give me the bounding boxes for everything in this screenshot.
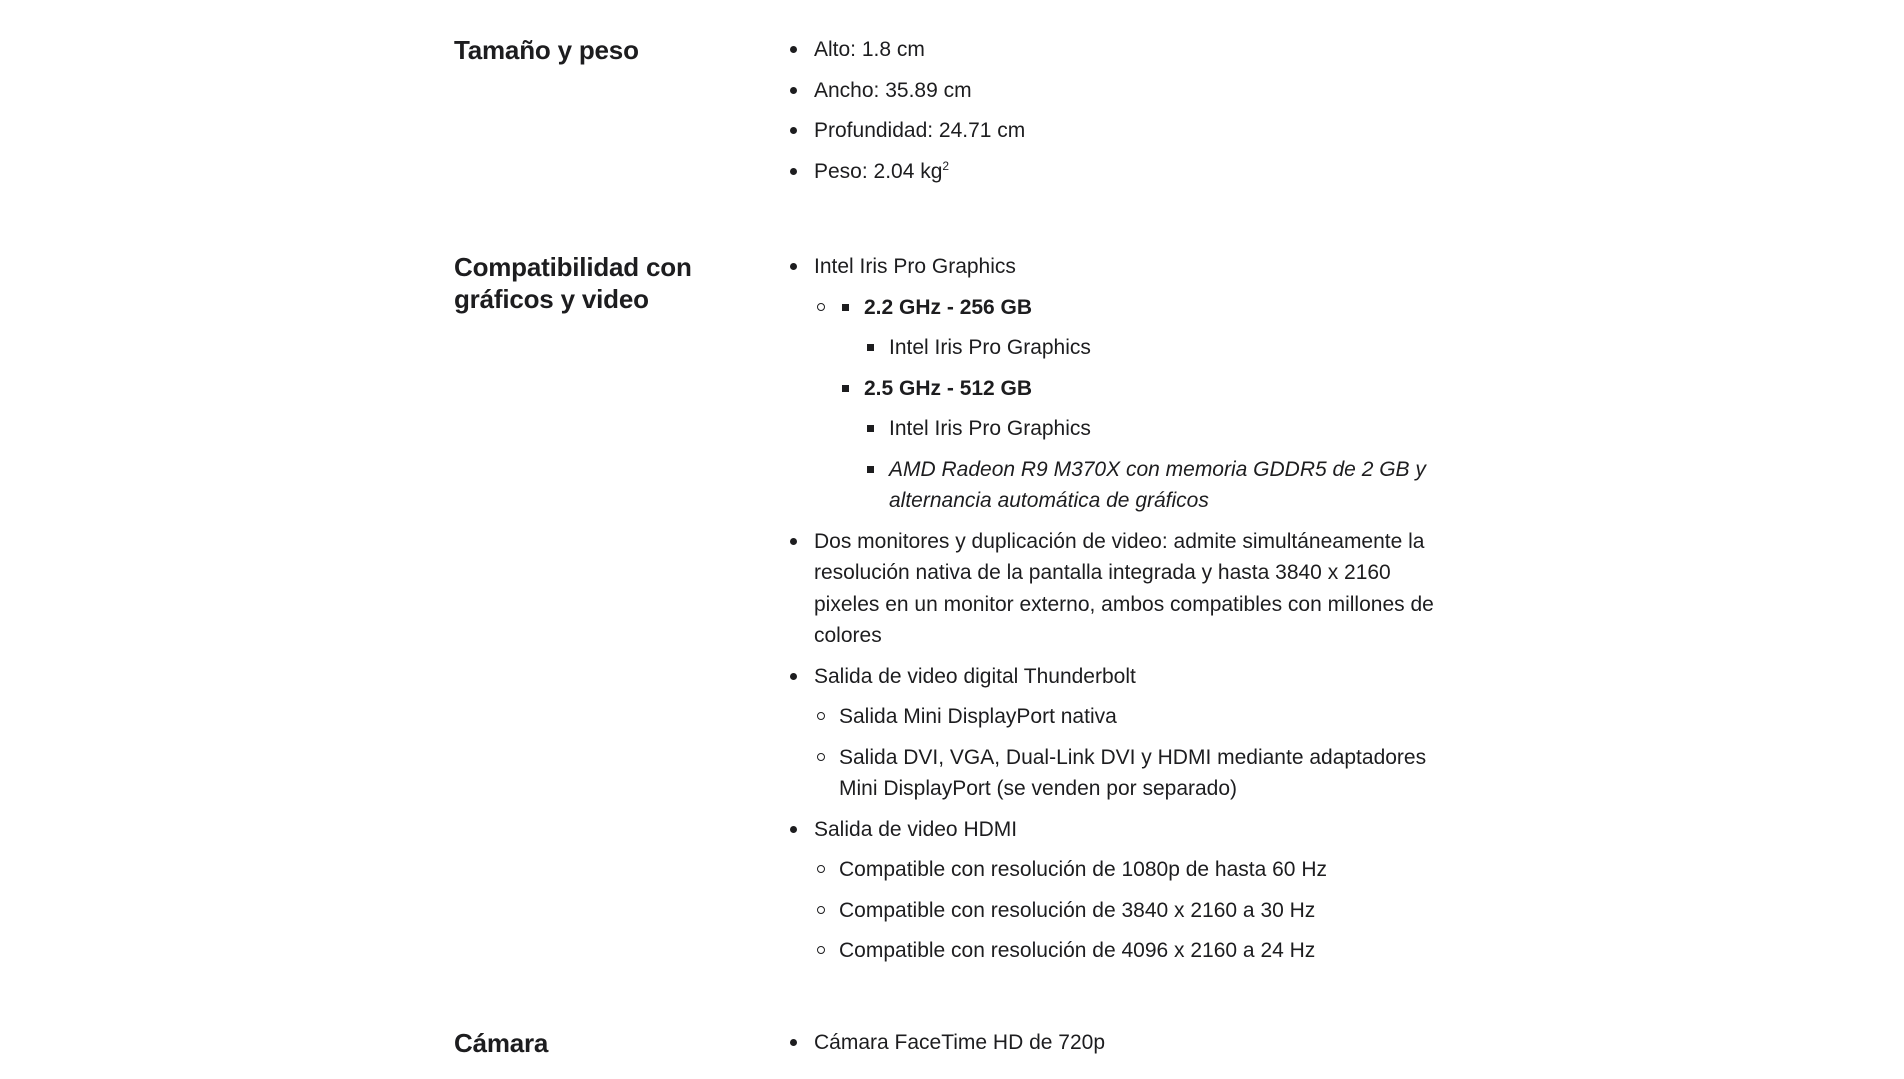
bullet-icon — [790, 127, 797, 134]
bullet-icon — [790, 1039, 797, 1046]
item-text: Compatible con resolución de 3840 x 2160 a 30 Hz — [839, 898, 1316, 922]
circle-bullet-icon — [817, 865, 825, 873]
list-item-facetime — [788, 1027, 1448, 1059]
item-text: Intel Iris Pro Graphics — [814, 255, 1016, 278]
circle-bullet-icon — [817, 753, 825, 761]
circle-bullet-icon — [817, 712, 825, 720]
config-1-label: 2.2 GHz - 256 GB — [864, 295, 1033, 319]
hdmi-detail-1080p — [814, 854, 1448, 886]
circle-bullet-icon — [817, 906, 825, 914]
config-1-item — [839, 292, 1448, 324]
item-text: Alto: 1.8 cm — [814, 38, 925, 61]
item-text: AMD Radeon R9 M370X con memoria GDDR5 de 2 GB y alternancia automática de gráficos — [889, 457, 1426, 512]
config-2-label: 2.5 GHz - 512 GB — [864, 376, 1033, 400]
bullet-icon — [790, 538, 797, 545]
item-text: Dos monitores y duplicación de video: admite simultáneamente la resolución nativa de la pantalla integrada y hasta 3840 x 2160 pixeles en un monitor externo, ambos compatibles con millones de colores — [814, 529, 1434, 647]
item-text: Salida de video HDMI — [814, 817, 1018, 841]
config-2-detail-iris — [864, 413, 1448, 445]
item-text: Cámara FaceTime HD de 720p — [814, 1031, 1106, 1054]
config-2-item — [839, 373, 1448, 405]
hdmi-details — [814, 854, 1448, 967]
square-bullet-icon — [842, 385, 849, 392]
item-text: Salida de video digital Thunderbolt — [814, 664, 1136, 688]
config-group — [814, 292, 1448, 517]
config-1-detail-iris — [864, 332, 1448, 364]
camera-list — [788, 1027, 1448, 1059]
item-text: Salida Mini DisplayPort nativa — [839, 705, 1117, 728]
hdmi-detail-3840 — [814, 895, 1448, 927]
item-text: Ancho: 35.89 cm — [814, 78, 972, 102]
item-text: Profundidad: 24.71 cm — [814, 119, 1026, 142]
item-text: Peso: 2.04 kg — [814, 159, 943, 183]
item-text: Compatible con resolución de 4096 x 2160 a 24 Hz — [839, 939, 1316, 962]
bullet-icon — [790, 168, 797, 175]
item-text: Intel Iris Pro Graphics — [889, 336, 1091, 359]
bullet-icon — [790, 87, 797, 94]
thunderbolt-detail-minidp — [814, 701, 1448, 733]
section-title-camera: Cámara — [454, 1028, 549, 1058]
item-text: Salida DVI, VGA, Dual-Link DVI y HDMI mediante adaptadores Mini DisplayPort (se venden por separado) — [839, 745, 1427, 800]
config-2-detail-amd — [864, 454, 1448, 517]
square-bullet-icon — [867, 425, 874, 432]
footnote-marker: 2 — [942, 158, 950, 173]
bullet-icon — [790, 46, 797, 53]
thunderbolt-detail-adapters — [814, 742, 1448, 805]
bullet-icon — [790, 826, 797, 833]
hdmi-detail-4096 — [814, 935, 1448, 967]
configurations-list — [814, 292, 1448, 517]
bullet-icon — [790, 263, 797, 270]
config-2-details — [839, 413, 1448, 517]
bullet-icon — [790, 673, 797, 680]
list-item-hdmi — [788, 814, 1448, 967]
list-item-weight — [788, 156, 1448, 188]
list-item-depth — [788, 115, 1448, 147]
thunderbolt-details — [814, 701, 1448, 805]
list-item-height — [788, 34, 1448, 66]
square-bullet-icon — [842, 304, 849, 311]
item-text: Intel Iris Pro Graphics — [889, 417, 1091, 440]
list-item-width — [788, 75, 1448, 107]
item-text: Compatible con resolución de 1080p de hasta 60 Hz — [839, 858, 1327, 881]
square-bullet-icon — [867, 466, 874, 473]
config-1-details — [839, 332, 1448, 364]
section-title-graphics-video: Compatibilidad con gráficos y video — [454, 252, 692, 314]
circle-bullet-icon — [817, 303, 825, 311]
list-item-thunderbolt — [788, 661, 1448, 805]
circle-bullet-icon — [817, 946, 825, 954]
size-weight-list — [788, 34, 1448, 187]
list-item-iris-graphics — [788, 251, 1448, 517]
section-title-size-weight: Tamaño y peso — [454, 35, 639, 65]
graphics-list — [788, 251, 1448, 967]
square-bullet-icon — [867, 344, 874, 351]
list-item-dual-display — [788, 526, 1448, 652]
